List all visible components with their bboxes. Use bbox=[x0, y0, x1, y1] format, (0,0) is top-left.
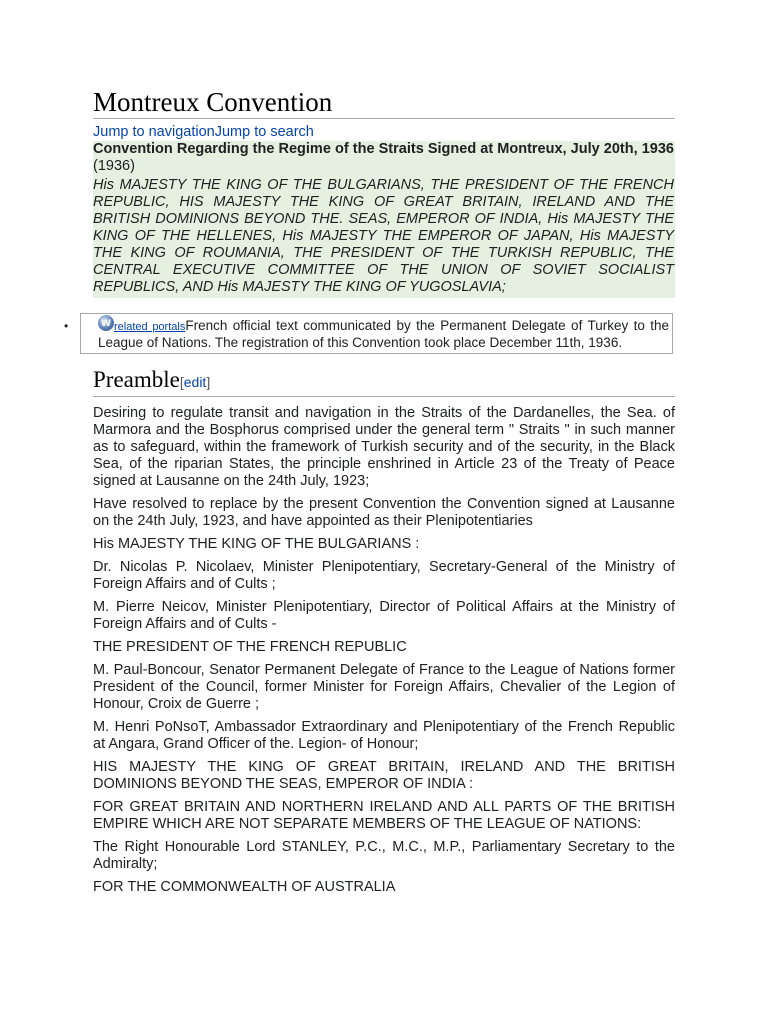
edit-section bbox=[180, 374, 210, 390]
edit-section-link[interactable]: edit bbox=[183, 374, 207, 390]
work-year: (1936) bbox=[93, 158, 135, 174]
notice-box bbox=[64, 313, 673, 354]
bullet-icon: • bbox=[64, 319, 69, 333]
section-heading bbox=[93, 366, 675, 397]
notice-text: French official text communicated by the Permanent Delegate of Turkey to the League of Nations. The registration of this Convention took place December 11th, 1936. bbox=[98, 318, 669, 350]
section-body bbox=[93, 405, 675, 896]
paragraph: M. Henri PoNsoT, Ambassador Extraordinary and Plenipotentiary of the French Republic at Angara, Grand Officer of the. Legion- of Honour; bbox=[93, 719, 675, 752]
paragraph: Dr. Nicolas P. Nicolaev, Minister Plenipotentiary, Secretary-General of the Ministry of Foreign Affairs and of Cults ; bbox=[93, 559, 675, 592]
wikisource-portal-icon[interactable] bbox=[98, 315, 114, 331]
work-parties: His MAJESTY THE KING OF THE BULGARIANS, THE PRESIDENT OF THE FRENCH REPUBLIC, HIS MAJESTY THE KING OF GREAT BRITAIN, IRELAND AND THE BRITISH DOMINIONS BEYOND THE. SEAS, EMPEROR OF INDIA, His MAJESTY THE KING OF THE HELLENES, His MAJESTY THE EMPEROR OF JAPAN, His MAJESTY THE KING OF ROUMANIA, THE PRESIDENT OF THE TURKISH REPUBLIC, THE CENTRAL EXECUTIVE COMMITTEE OF THE UNION OF SOVIET SOCIALIST REPUBLICS, AND His MAJESTY THE KING OF YUGOSLAVIA; bbox=[93, 177, 674, 295]
page-title: Montreux Convention bbox=[93, 86, 675, 119]
section-heading-text: Preamble bbox=[93, 367, 180, 392]
edit-bracket-close: ] bbox=[206, 374, 211, 390]
paragraph: The Right Honourable Lord STANLEY, P.C., M.C., M.P., Parliamentary Secretary to the Admiralty; bbox=[93, 839, 675, 872]
paragraph: M. Pierre Neicov, Minister Plenipotentiary, Director of Political Affairs at the Ministry of Foreign Affairs and of Cults - bbox=[93, 599, 675, 632]
paragraph: THE PRESIDENT OF THE FRENCH REPUBLIC bbox=[93, 639, 407, 655]
paragraph: Have resolved to replace by the present Convention the Convention signed at Lausanne on the 24th July, 1923, and have appointed as their Plenipotentiaries bbox=[93, 496, 675, 529]
paragraph: Desiring to regulate transit and navigation in the Straits of the Dardanelles, the Sea. of Marmora and the Bosphorus comprised under the general term " Straits " in such manner as to safeguard, within the framework of Turkish security and of the security, in the Black Sea, of the riparian States, the principle enshrined in Article 23 of the Treaty of Peace signed at Lausanne on the 24th July, 1923; bbox=[93, 405, 675, 489]
paragraph: His MAJESTY THE KING OF THE BULGARIANS : bbox=[93, 536, 420, 552]
work-header-box bbox=[93, 141, 675, 298]
jump-links bbox=[93, 123, 675, 141]
paragraph: FOR GREAT BRITAIN AND NORTHERN IRELAND AND ALL PARTS OF THE BRITISH EMPIRE WHICH ARE NOT SEPARATE MEMBERS OF THE LEAGUE OF NATIONS: bbox=[93, 799, 675, 832]
paragraph: M. Paul-Boncour, Senator Permanent Delegate of France to the League of Nations former President of the Council, former Minister for Foreign Affairs, Chevalier of the Legion of Honour, Croix de Guerre ; bbox=[93, 662, 675, 712]
work-title: Convention Regarding the Regime of the Straits Signed at Montreux, July 20th, 1936 bbox=[93, 141, 674, 157]
paragraph: HIS MAJESTY THE KING OF GREAT BRITAIN, IRELAND AND THE BRITISH DOMINIONS BEYOND THE SEAS, EMPEROR OF INDIA : bbox=[93, 759, 675, 792]
article-page bbox=[64, 86, 675, 896]
jump-to-navigation-link[interactable]: Jump to navigation bbox=[93, 124, 215, 140]
edit-bracket-open: [ bbox=[179, 374, 184, 390]
related-portals-link[interactable]: related portals bbox=[114, 321, 186, 333]
paragraph: FOR THE COMMONWEALTH OF AUSTRALIA bbox=[93, 879, 396, 895]
jump-to-search-link[interactable]: Jump to search bbox=[214, 124, 314, 140]
